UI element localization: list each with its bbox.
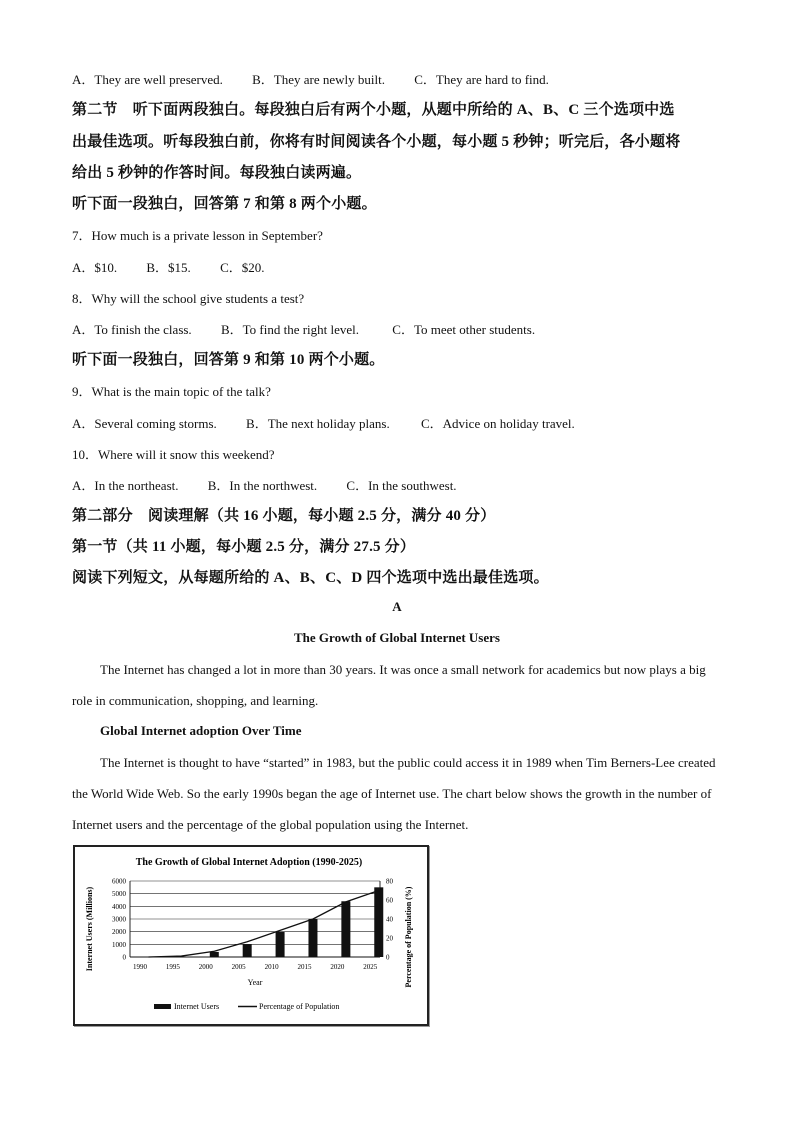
chart-svg [75, 847, 427, 1024]
bar-internet-users [276, 932, 285, 957]
y-tick-label: 4000 [112, 902, 126, 911]
bar-internet-users [374, 887, 383, 957]
subheading: Global Internet adoption Over Time [100, 723, 302, 738]
bar-internet-users [308, 919, 317, 957]
q9-options [72, 413, 575, 432]
y2-tick-label: 20 [386, 934, 393, 943]
bar-internet-users [210, 952, 219, 957]
monologue2-header: 听下面一段独白，回答第 9 和第 10 两个小题。 [72, 352, 385, 368]
bar-internet-users [341, 901, 350, 957]
question-10: 10．Where will it snow this weekend? [72, 447, 275, 462]
x-axis-label: Year [247, 978, 263, 987]
chart-bars [144, 887, 383, 957]
option-c: C．$20. [220, 260, 265, 275]
legend-label-users: Internet Users [174, 1002, 220, 1011]
internet-adoption-chart [73, 845, 429, 1026]
paragraph-1: The Internet has changed a lot in more than 30 years. It was once a small network for academics but now plays a big role in communication, shopping, and learning. [72, 662, 706, 708]
y2-tick-label: 80 [386, 877, 393, 886]
paragraph-2: The Internet is thought to have “started” in 1983, but the public could access it in 1989 when Tim Berners-Lee created the World Wide Web. So the early 1990s began the age of Internet use. The chart below shows the growth in the number of Internet users and the percentage of the global population using the Internet. [72, 755, 716, 832]
option-b: B．$15. [146, 260, 191, 275]
option-b: B．In the northwest. [207, 478, 318, 493]
passage-letter: A [392, 599, 402, 614]
option-c: C．In the southwest. [346, 478, 457, 493]
part2-section1-header: 第一节（共 11 小题，每小题 2.5 分，满分 27.5 分） [72, 539, 416, 555]
question-9: 9．What is the main topic of the talk? [72, 384, 271, 399]
x-tick-label: 2015 [297, 963, 312, 971]
y-tick-label: 3000 [112, 915, 126, 924]
y-axis-label: Internet Users (Millions) [85, 886, 94, 972]
option-a: A．They are well preserved. [72, 72, 223, 87]
option-a: A．To finish the class. [72, 322, 192, 337]
legend-label-percentage: Percentage of Population [259, 1002, 340, 1011]
y2-tick-label: 40 [386, 915, 393, 924]
bar-internet-users [243, 944, 252, 957]
x-tick-label: 2020 [330, 963, 345, 971]
section2-instruction-line1: 第二节 听下面两段独白。每段独白后有两个小题，从题中所给的 A、B、C 三个选项中选 [72, 102, 675, 118]
chart-title: The Growth of Global Internet Adoption (1990-2025) [135, 857, 363, 868]
chart-axes [112, 878, 394, 972]
option-a: A．In the northeast. [72, 478, 179, 493]
y-tick-label: 0 [122, 953, 126, 962]
x-tick-label: 1995 [165, 963, 180, 971]
option-c: C．Advice on holiday travel. [421, 416, 575, 431]
part2-header: 第二部分 阅读理解（共 16 小题，每小题 2.5 分，满分 40 分） [72, 508, 496, 524]
x-tick-label: 1990 [133, 963, 147, 971]
monologue1-header: 听下面一段独白，回答第 7 和第 8 两个小题。 [72, 196, 377, 212]
section2-instruction-line2: 出最佳选项。听每段独白前，你将有时间阅读各个小题，每小题 5 秒钟；听完后，各小题将 [72, 134, 681, 150]
q6-options [72, 69, 549, 88]
x-tick-label: 2005 [231, 963, 246, 971]
q10-options [72, 475, 457, 494]
legend-bar-swatch [154, 1004, 171, 1009]
reading-instruction: 阅读下列短文，从每题所给的 A、B、C、D 四个选项中选出最佳选项。 [72, 570, 549, 586]
passage-title: The Growth of Global Internet Users [294, 630, 500, 645]
option-b: B．To find the right level. [220, 322, 360, 337]
option-a: A．Several coming storms. [72, 416, 217, 431]
section2-instruction-line3: 给出 5 秒钟的作答时间。每段独白读两遍。 [72, 165, 362, 181]
option-b: B．They are newly built. [252, 72, 385, 87]
y2-tick-label: 0 [386, 953, 390, 962]
y-tick-label: 6000 [112, 877, 126, 886]
option-c: C．They are hard to find. [414, 72, 549, 87]
y-tick-label: 5000 [112, 890, 126, 899]
x-tick-label: 2000 [198, 963, 213, 971]
y2-axis-label: Percentage of Population (%) [404, 886, 413, 988]
x-tick-label: 2010 [264, 963, 279, 971]
question-8: 8．Why will the school give students a test? [72, 291, 305, 306]
y-tick-label: 1000 [112, 940, 126, 949]
option-c: C．To meet other students. [392, 322, 536, 337]
option-b: B．The next holiday plans. [246, 416, 390, 431]
question-7: 7．How much is a private lesson in September? [72, 228, 323, 243]
option-a: A．$10. [72, 260, 118, 275]
chart-legend [154, 1002, 339, 1011]
y2-tick-label: 60 [386, 896, 393, 905]
q8-options [72, 319, 535, 338]
x-tick-label: 2025 [363, 963, 378, 971]
q7-options [72, 257, 264, 276]
y-tick-label: 2000 [112, 928, 126, 937]
